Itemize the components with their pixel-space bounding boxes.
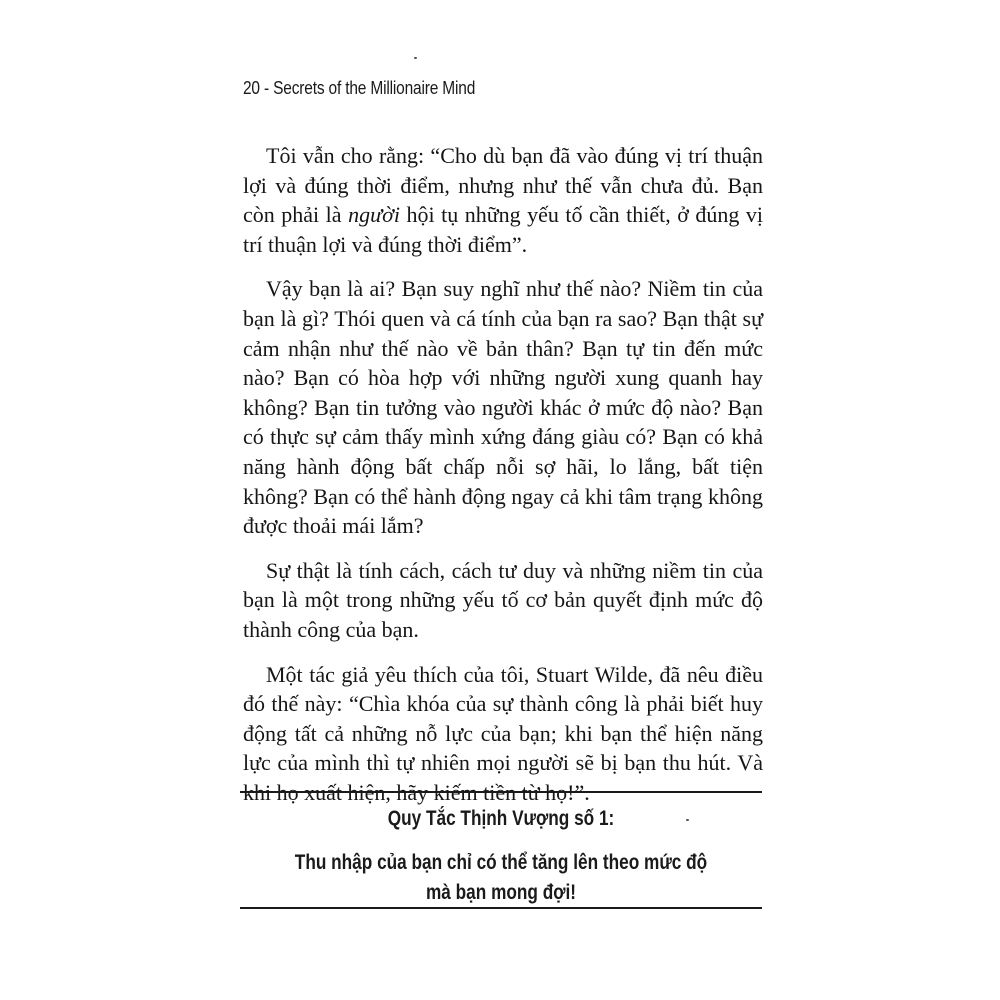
principle-title: Quy Tắc Thịnh Vượng số 1: xyxy=(387,807,615,830)
paragraph-3: Sự thật là tính cách, cách tư duy và những niềm tin của bạn là một trong những yếu tố cơ bản quyết định mức độ thành công của bạn. xyxy=(243,557,763,642)
box-top-rule xyxy=(240,791,762,793)
paragraph-1-after: hội tụ những yếu tố cần thiết, ở đúng vị trí thuận lợi và đúng thời điểm”. xyxy=(243,202,763,257)
print-speck xyxy=(686,819,689,821)
paragraph-4: Một tác giả yêu thích của tôi, Stuart Wilde, đã nêu điều đó thế này: “Chìa khóa của sự thành công là phải biết huy động tất cả những nỗ lực của bạn; khi bạn thể hiện năng lực của mình thì tự nhiên mọi người sẽ bị bạn thu hút. Và khi họ xuất hiện, hãy kiếm tiền từ họ!”. xyxy=(243,661,763,805)
principle-box xyxy=(240,800,762,908)
principle-line-1: Thu nhập của bạn chỉ có thể tăng lên theo mức độ xyxy=(294,851,708,874)
principle-text xyxy=(287,848,715,908)
paragraph-1 xyxy=(243,141,763,259)
principle-line-2: mà bạn mong đợi! xyxy=(425,881,577,904)
paragraph-1-emphasis: người xyxy=(348,202,400,228)
paragraph-1-before: Tôi vẫn cho rằng: “Cho dù bạn đã vào đúng vị trí thuận lợi và đúng thời điểm, nhưng như thế vẫn chưa đủ. Bạn còn phải là xyxy=(243,143,763,228)
paragraph-2: Vậy bạn là ai? Bạn suy nghĩ như thế nào? Niềm tin của bạn là gì? Thói quen và cá tính của bạn ra sao? Bạn thật sự cảm nhận như thế nào về bản thân? Bạn tự tin đến mức nào? Bạn có hòa hợp với những người xung quanh hay không? Bạn tin tưởng vào người khác ở mức độ nào? Bạn có thực sự cảm thấy mình xứng đáng giàu có? Bạn có khả năng hành động bất chấp nỗi sợ hãi, lo lắng, bất tiện không? Bạn có thể hành động ngay cả khi tâm trạng không được thoải mái lắm? xyxy=(243,276,763,539)
print-speck xyxy=(414,57,417,59)
body-text xyxy=(243,141,763,807)
box-bottom-rule xyxy=(240,907,762,909)
running-head: 20 - Secrets of the Millionaire Mind xyxy=(243,78,476,98)
